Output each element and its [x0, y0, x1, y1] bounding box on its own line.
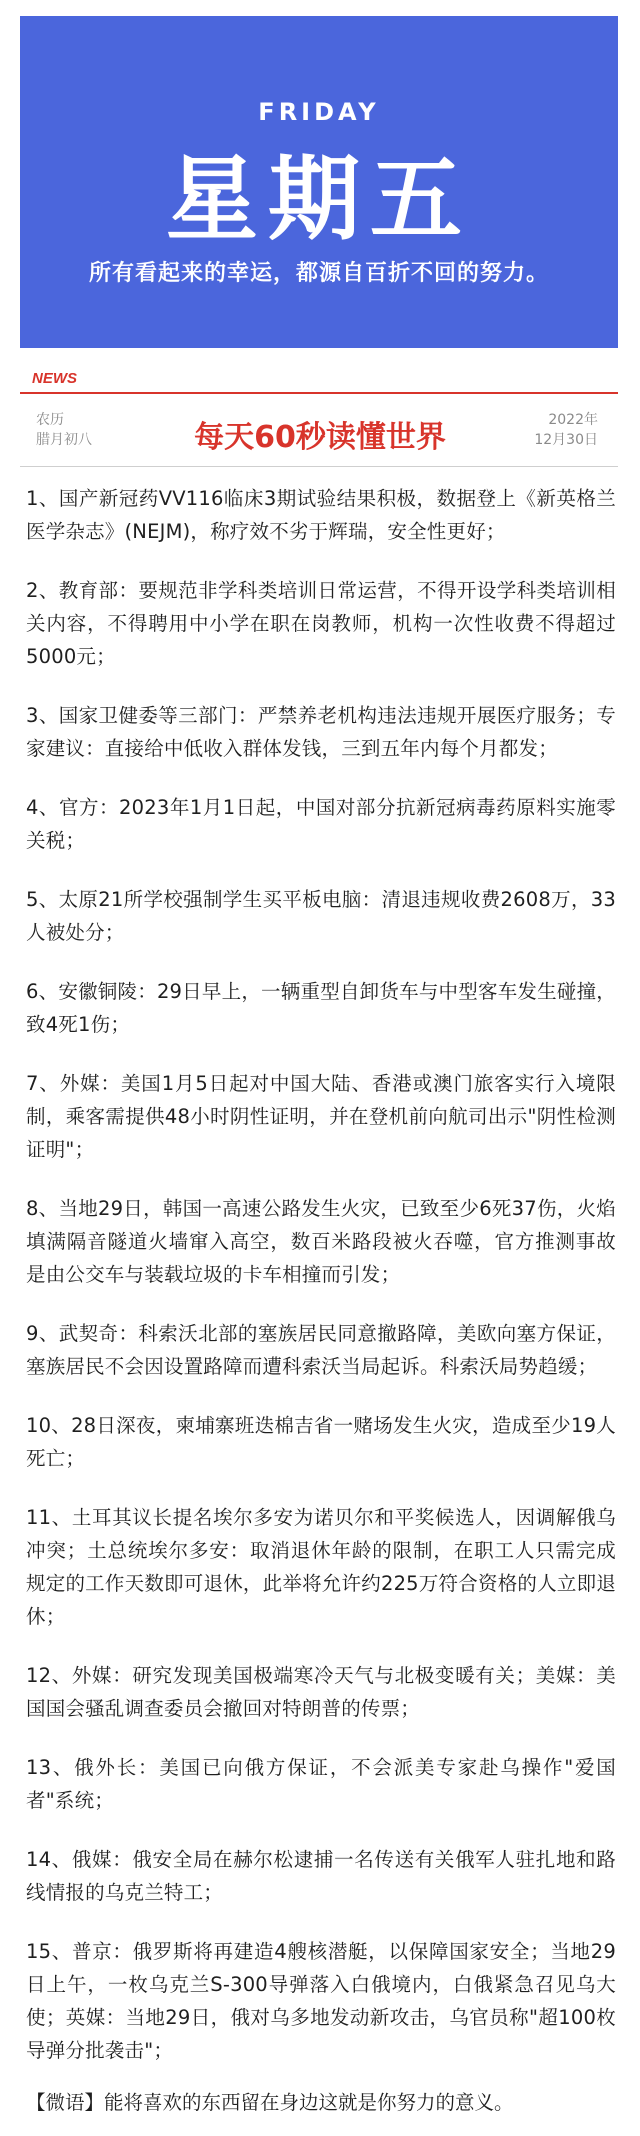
motto-text: 所有看起来的幸运，都源自百折不回的努力。: [88, 261, 549, 286]
page-title: 每天60秒读懂世界: [194, 420, 446, 455]
publish-year: 2022年: [548, 412, 598, 428]
publish-date: [534, 410, 598, 450]
news-item: 4、官方：2023年1月1日起，中国对部分抗新冠病毒药原料实施零关税；: [26, 796, 616, 852]
news-list: [26, 482, 616, 2093]
divider-gray: [20, 466, 618, 467]
news-tag: NEWS: [32, 370, 77, 387]
closing-quote: 【微语】能将喜欢的东西留在身边这就是你努力的意义。: [26, 2091, 514, 2114]
lunar-day: 腊月初八: [36, 432, 92, 448]
news-item: 8、当地29日，韩国一高速公路发生火灾，已致至少6死37伤，火焰填满隔音隧道火墙窜入高空，数百米路段被火吞噬，官方推测事故是由公交车与装载垃圾的卡车相撞而引发；: [26, 1197, 616, 1286]
header-banner: [20, 16, 618, 348]
divider-red: [20, 392, 618, 394]
news-item: 15、普京：俄罗斯将再建造4艘核潜艇，以保障国家安全；当地29日上午，一枚乌克兰S-300导弹落入白俄境内，白俄紧急召见乌大使；英媒：当地29日，俄对乌多地发动新攻击，乌官员称"超100枚导弹分批袭击"；: [26, 1940, 616, 2062]
news-item: 9、武契奇：科索沃北部的塞族居民同意撤路障，美欧向塞方保证，塞族居民不会因设置路障而遭科索沃当局起诉。科索沃局势趋缓；: [26, 1322, 616, 1378]
news-item: 6、安徽铜陵：29日早上，一辆重型自卸货车与中型客车发生碰撞，致4死1伤；: [26, 980, 616, 1036]
news-item: 1、国产新冠药VV116临床3期试验结果积极，数据登上《新英格兰医学杂志》(NEJM)，称疗效不劣于辉瑞，安全性更好；: [26, 487, 616, 543]
news-item: 5、太原21所学校强制学生买平板电脑：清退违规收费2608万，33人被处分；: [26, 888, 616, 944]
weekday-english: FRIDAY: [258, 98, 380, 126]
lunar-label: 农历: [36, 412, 64, 428]
news-item: 7、外媒：美国1月5日起对中国大陆、香港或澳门旅客实行入境限制，乘客需提供48小时阴性证明，并在登机前向航司出示"阴性检测证明"；: [26, 1072, 616, 1161]
news-item: 13、俄外长：美国已向俄方保证，不会派美专家赴乌操作"爱国者"系统；: [26, 1756, 616, 1812]
news-item: 2、教育部：要规范非学科类培训日常运营，不得开设学科类培训相关内容，不得聘用中小学在职在岗教师，机构一次性收费不得超过5000元；: [26, 579, 616, 668]
news-item: 11、土耳其议长提名埃尔多安为诺贝尔和平奖候选人，因调解俄乌冲突；土总统埃尔多安：取消退休年龄的限制，在职工人只需完成规定的工作天数即可退休，此举将允许约225万符合资格的人立即退休；: [26, 1506, 616, 1628]
news-item: 14、俄媒：俄安全局在赫尔松逮捕一名传送有关俄军人驻扎地和路线情报的乌克兰特工；: [26, 1848, 616, 1904]
news-item: 10、28日深夜，柬埔寨班迭棉吉省一赌场发生火灾，造成至少19人死亡；: [26, 1414, 616, 1470]
news-item: 12、外媒：研究发现美国极端寒冷天气与北极变暖有关；美媒：美国国会骚乱调查委员会撤回对特朗普的传票；: [26, 1664, 616, 1720]
news-item: 3、国家卫健委等三部门：严禁养老机构违法违规开展医疗服务；专家建议：直接给中低收入群体发钱，三到五年内每个月都发；: [26, 704, 616, 760]
publish-month-day: 12月30日: [534, 432, 598, 448]
weekday-chinese: 星期五: [165, 146, 472, 253]
